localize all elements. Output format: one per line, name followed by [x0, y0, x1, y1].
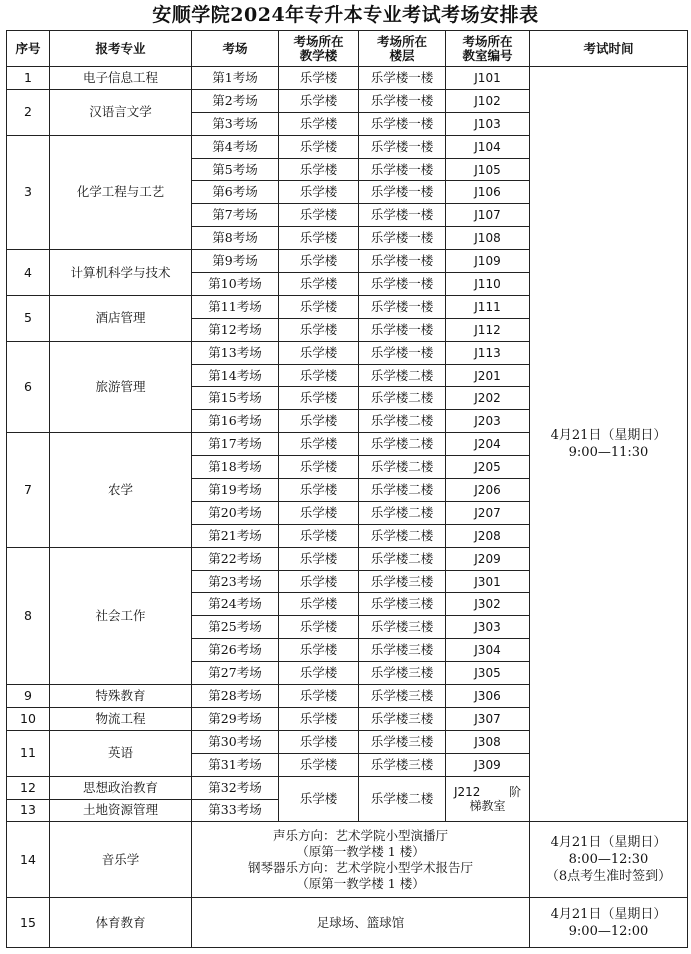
group-number: 2	[7, 89, 50, 135]
group-major: 特殊教育	[50, 685, 192, 708]
room-cell: 第17考场	[192, 433, 279, 456]
music-location: 声乐方向：艺术学院小型演播厅 （原第一教学楼 1 楼） 钢琴器乐方向：艺术学院小型学术报告厅 （原第一教学楼 1 楼）	[192, 822, 530, 898]
building-cell: 乐学楼	[279, 547, 359, 570]
classroom-cell: J109	[446, 250, 530, 273]
room-cell: 第23考场	[192, 570, 279, 593]
floor-cell-merged: 乐学楼二楼	[359, 776, 446, 822]
building-cell: 乐学楼	[279, 410, 359, 433]
group-major: 汉语言文学	[50, 89, 192, 135]
room-cell: 第19考场	[192, 479, 279, 502]
building-cell: 乐学楼	[279, 456, 359, 479]
header-row	[7, 31, 688, 67]
table-row-music	[7, 822, 688, 898]
table-row	[7, 67, 688, 90]
classroom-cell: J101	[446, 67, 530, 90]
floor-cell: 乐学楼一楼	[359, 158, 446, 181]
group-major: 思想政治教育	[50, 776, 192, 799]
group-number: 15	[7, 898, 50, 948]
classroom-cell: J111	[446, 295, 530, 318]
classroom-line-2: 梯教室	[469, 799, 506, 813]
floor-cell: 乐学楼三楼	[359, 707, 446, 730]
classroom-cell: J108	[446, 227, 530, 250]
building-cell: 乐学楼	[279, 479, 359, 502]
building-cell: 乐学楼	[279, 501, 359, 524]
floor-cell: 乐学楼三楼	[359, 639, 446, 662]
room-cell: 第18考场	[192, 456, 279, 479]
building-cell: 乐学楼	[279, 433, 359, 456]
classroom-cell: J204	[446, 433, 530, 456]
classroom-cell: J208	[446, 524, 530, 547]
room-cell: 第2考场	[192, 89, 279, 112]
room-cell: 第13考场	[192, 341, 279, 364]
group-major: 英语	[50, 730, 192, 776]
classroom-cell: J304	[446, 639, 530, 662]
group-number: 9	[7, 685, 50, 708]
table-row-pe	[7, 898, 688, 948]
floor-cell: 乐学楼三楼	[359, 593, 446, 616]
building-cell: 乐学楼	[279, 250, 359, 273]
room-cell: 第9考场	[192, 250, 279, 273]
floor-cell: 乐学楼二楼	[359, 547, 446, 570]
classroom-cell: J112	[446, 318, 530, 341]
room-cell: 第12考场	[192, 318, 279, 341]
classroom-cell: J207	[446, 501, 530, 524]
floor-cell: 乐学楼一楼	[359, 318, 446, 341]
floor-cell: 乐学楼二楼	[359, 456, 446, 479]
classroom-cell: J301	[446, 570, 530, 593]
group-number: 3	[7, 135, 50, 249]
group-major: 音乐学	[50, 822, 192, 898]
room-cell: 第21考场	[192, 524, 279, 547]
building-cell: 乐学楼	[279, 341, 359, 364]
exam-schedule-table	[6, 30, 688, 948]
classroom-cell: J206	[446, 479, 530, 502]
room-cell: 第31考场	[192, 753, 279, 776]
room-cell: 第24考场	[192, 593, 279, 616]
floor-cell: 乐学楼三楼	[359, 662, 446, 685]
group-major: 土地资源管理	[50, 799, 192, 822]
classroom-cell: J209	[446, 547, 530, 570]
room-cell: 第25考场	[192, 616, 279, 639]
floor-cell: 乐学楼三楼	[359, 685, 446, 708]
floor-cell: 乐学楼一楼	[359, 204, 446, 227]
building-cell: 乐学楼	[279, 67, 359, 90]
room-cell: 第5考场	[192, 158, 279, 181]
floor-cell: 乐学楼二楼	[359, 479, 446, 502]
floor-cell: 乐学楼一楼	[359, 341, 446, 364]
group-major: 旅游管理	[50, 341, 192, 433]
header-room: 考场	[192, 31, 279, 67]
group-major: 农学	[50, 433, 192, 547]
building-cell: 乐学楼	[279, 112, 359, 135]
floor-cell: 乐学楼一楼	[359, 227, 446, 250]
classroom-cell: J104	[446, 135, 530, 158]
classroom-cell: J201	[446, 364, 530, 387]
floor-cell: 乐学楼一楼	[359, 295, 446, 318]
schedule-body	[7, 67, 688, 948]
classroom-cell: J306	[446, 685, 530, 708]
building-cell: 乐学楼	[279, 730, 359, 753]
group-number: 14	[7, 822, 50, 898]
classroom-cell: J305	[446, 662, 530, 685]
room-cell: 第30考场	[192, 730, 279, 753]
building-cell: 乐学楼	[279, 707, 359, 730]
room-cell: 第33考场	[192, 799, 279, 822]
floor-cell: 乐学楼二楼	[359, 410, 446, 433]
classroom-cell: J302	[446, 593, 530, 616]
group-number: 6	[7, 341, 50, 433]
room-cell: 第14考场	[192, 364, 279, 387]
floor-cell: 乐学楼一楼	[359, 67, 446, 90]
room-cell: 第26考场	[192, 639, 279, 662]
page-title: 安顺学院2024年专升本专业考试考场安排表	[152, 4, 539, 26]
header-floor: 考场所在 楼层	[359, 31, 446, 67]
classroom-cell: J203	[446, 410, 530, 433]
building-cell: 乐学楼	[279, 273, 359, 296]
group-number: 1	[7, 67, 50, 90]
room-cell: 第16考场	[192, 410, 279, 433]
building-cell: 乐学楼	[279, 318, 359, 341]
building-cell: 乐学楼	[279, 387, 359, 410]
pe-location: 足球场、篮球馆	[192, 898, 530, 948]
floor-cell: 乐学楼二楼	[359, 387, 446, 410]
classroom-cell: J105	[446, 158, 530, 181]
room-cell: 第10考场	[192, 273, 279, 296]
group-major: 电子信息工程	[50, 67, 192, 90]
floor-cell: 乐学楼二楼	[359, 364, 446, 387]
floor-cell: 乐学楼一楼	[359, 135, 446, 158]
group-major: 社会工作	[50, 547, 192, 684]
building-cell: 乐学楼	[279, 639, 359, 662]
room-cell: 第28考场	[192, 685, 279, 708]
classroom-cell: J107	[446, 204, 530, 227]
room-cell: 第3考场	[192, 112, 279, 135]
building-cell: 乐学楼	[279, 524, 359, 547]
classroom-cell: J205	[446, 456, 530, 479]
room-cell: 第15考场	[192, 387, 279, 410]
classroom-line-1: J212 阶	[454, 785, 521, 799]
building-cell: 乐学楼	[279, 364, 359, 387]
floor-cell: 乐学楼三楼	[359, 753, 446, 776]
building-cell: 乐学楼	[279, 135, 359, 158]
building-cell: 乐学楼	[279, 227, 359, 250]
classroom-cell: J303	[446, 616, 530, 639]
group-number: 10	[7, 707, 50, 730]
building-cell: 乐学楼	[279, 685, 359, 708]
room-cell: 第6考场	[192, 181, 279, 204]
group-number: 12	[7, 776, 50, 799]
classroom-cell: J103	[446, 112, 530, 135]
music-time: 4月21日（星期日） 8:00—12:30 （8点考生准时签到）	[530, 822, 688, 898]
header-classroom: 考场所在 教室编号	[446, 31, 530, 67]
classroom-cell: J102	[446, 89, 530, 112]
room-cell: 第20考场	[192, 501, 279, 524]
floor-cell: 乐学楼二楼	[359, 501, 446, 524]
group-major: 体育教育	[50, 898, 192, 948]
floor-cell: 乐学楼三楼	[359, 570, 446, 593]
building-cell: 乐学楼	[279, 204, 359, 227]
classroom-cell: J202	[446, 387, 530, 410]
building-cell: 乐学楼	[279, 181, 359, 204]
classroom-cell: J309	[446, 753, 530, 776]
group-number: 4	[7, 250, 50, 296]
pe-time: 4月21日（星期日） 9:00—12:00	[530, 898, 688, 948]
group-number: 13	[7, 799, 50, 822]
floor-cell: 乐学楼一楼	[359, 273, 446, 296]
classroom-cell: J308	[446, 730, 530, 753]
room-cell: 第29考场	[192, 707, 279, 730]
floor-cell: 乐学楼一楼	[359, 250, 446, 273]
classroom-cell: J106	[446, 181, 530, 204]
floor-cell: 乐学楼一楼	[359, 181, 446, 204]
floor-cell: 乐学楼一楼	[359, 112, 446, 135]
room-cell: 第32考场	[192, 776, 279, 799]
building-cell: 乐学楼	[279, 570, 359, 593]
exam-time-main: 4月21日（星期日） 9:00—11:30	[530, 67, 688, 822]
building-cell: 乐学楼	[279, 158, 359, 181]
building-cell: 乐学楼	[279, 295, 359, 318]
building-cell-merged: 乐学楼	[279, 776, 359, 822]
building-cell: 乐学楼	[279, 662, 359, 685]
group-major: 计算机科学与技术	[50, 250, 192, 296]
header-no: 序号	[7, 31, 50, 67]
floor-cell: 乐学楼二楼	[359, 433, 446, 456]
floor-cell: 乐学楼三楼	[359, 616, 446, 639]
classroom-cell: J113	[446, 341, 530, 364]
group-number: 11	[7, 730, 50, 776]
floor-cell: 乐学楼二楼	[359, 524, 446, 547]
floor-cell: 乐学楼三楼	[359, 730, 446, 753]
room-cell: 第7考场	[192, 204, 279, 227]
group-number: 5	[7, 295, 50, 341]
classroom-cell-merged	[446, 776, 530, 822]
room-cell: 第1考场	[192, 67, 279, 90]
building-cell: 乐学楼	[279, 753, 359, 776]
classroom-cell: J110	[446, 273, 530, 296]
building-cell: 乐学楼	[279, 89, 359, 112]
group-number: 7	[7, 433, 50, 547]
group-major: 物流工程	[50, 707, 192, 730]
room-cell: 第4考场	[192, 135, 279, 158]
classroom-cell: J307	[446, 707, 530, 730]
group-major: 化学工程与工艺	[50, 135, 192, 249]
building-cell: 乐学楼	[279, 616, 359, 639]
room-cell: 第11考场	[192, 295, 279, 318]
room-cell: 第8考场	[192, 227, 279, 250]
room-cell: 第27考场	[192, 662, 279, 685]
building-cell: 乐学楼	[279, 593, 359, 616]
floor-cell: 乐学楼一楼	[359, 89, 446, 112]
room-cell: 第22考场	[192, 547, 279, 570]
group-number: 8	[7, 547, 50, 684]
header-major: 报考专业	[50, 31, 192, 67]
header-building: 考场所在 教学楼	[279, 31, 359, 67]
header-time: 考试时间	[530, 31, 688, 67]
group-major: 酒店管理	[50, 295, 192, 341]
